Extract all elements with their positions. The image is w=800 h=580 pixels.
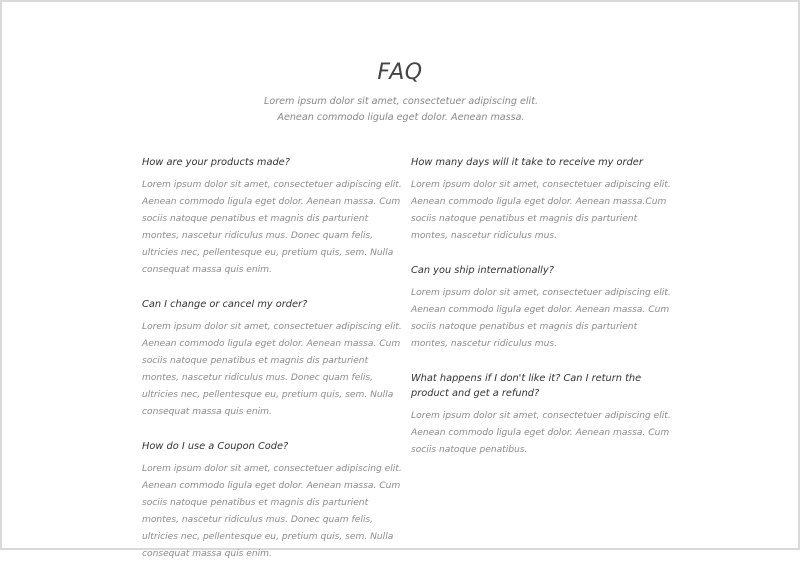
faq-item xyxy=(142,438,404,563)
faq-question: How are your products made? xyxy=(142,157,290,168)
faq-column-left xyxy=(142,154,404,580)
faq-item xyxy=(411,154,673,245)
faq-item xyxy=(142,154,404,279)
faq-question: Can you ship internationally? xyxy=(411,265,554,276)
faq-answer: Lorem ipsum dolor sit amet, consectetuer adipiscing elit. Aenean commodo ligula eget dolor. Aenean massa. Cum sociis natoque penatibus. xyxy=(411,411,671,455)
faq-item xyxy=(411,370,673,459)
faq-answer: Lorem ipsum dolor sit amet, consectetuer adipiscing elit. Aenean commodo ligula eget dolor. Aenean massa.Cum sociis natoque penatibus et magnis dis parturient montes, nascetur ridiculus mus. xyxy=(411,180,671,241)
faq-question: Can I change or cancel my order? xyxy=(142,299,308,310)
faq-answer: Lorem ipsum dolor sit amet, consectetuer adipiscing elit. Aenean commodo ligula eget dolor. Aenean massa. Cum sociis natoque penatibus et magnis dis parturient montes, nascetur ridiculus mus. xyxy=(411,288,671,349)
faq-question: How many days will it take to receive my order xyxy=(411,157,643,168)
faq-answer: Lorem ipsum dolor sit amet, consectetuer adipiscing elit. Aenean commodo ligula eget dolor. Aenean massa. Cum sociis natoque penatibus et magnis dis parturient montes, nascetur ridiculus mus. Donec quam felis, ultricies nec, pellentesque eu, pretium quis, sem. Nulla consequat massa quis enim. xyxy=(142,180,402,275)
faq-answer: Lorem ipsum dolor sit amet, consectetuer adipiscing elit. Aenean commodo ligula eget dolor. Aenean massa. Cum sociis natoque penatibus et magnis dis parturient montes, nascetur ridiculus mus. Donec quam felis, ultricies nec, pellentesque eu, pretium quis, sem. Nulla consequat massa quis enim. xyxy=(142,322,402,417)
faq-question: How do I use a Coupon Code? xyxy=(142,441,289,452)
page-subtitle: Lorem ipsum dolor sit amet, consectetuer adipiscing elit. Aenean commodo ligula eget dolor. Aenean massa. xyxy=(263,96,539,123)
faq-answer: Lorem ipsum dolor sit amet, consectetuer adipiscing elit. Aenean commodo ligula eget dolor. Aenean massa. Cum sociis natoque penatibus et magnis dis parturient montes, nascetur ridiculus mus. Donec quam felis, ultricies nec, pellentesque eu, pretium quis, sem. Nulla consequat massa quis enim. xyxy=(142,464,402,559)
faq-question: What happens if I don't like it? Can I return the product and get a refund? xyxy=(411,373,642,399)
page-title: FAQ xyxy=(377,60,423,85)
faq-item xyxy=(411,262,673,353)
faq-item xyxy=(142,296,404,421)
faq-column-right xyxy=(411,154,673,476)
